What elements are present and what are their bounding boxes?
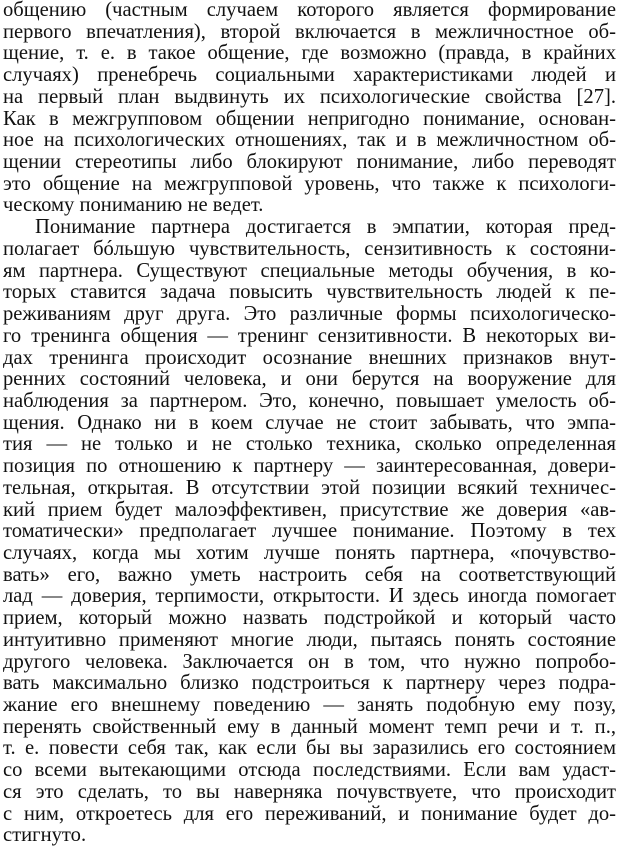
text-line: жание его внешнему поведению — занять подобную ему позу,: [3, 695, 616, 716]
paragraph: [3, 0, 616, 217]
text-line: реживаниям друг друга. Это различные формы психологическо-: [3, 304, 616, 326]
text-line: дах тренинга происходит осознание внешних признаков внут-: [3, 347, 616, 369]
text-line: томатически» предполагает лучшее понимание. Поэтому в тех: [3, 521, 616, 543]
text-line: щении стереотипы либо блокируют понимание, либо переводят: [3, 152, 616, 174]
text-line: с ним, откроетесь для его переживаний, и понимание будет до-: [3, 803, 616, 825]
text-line: позиция по отношению к партнеру — заинтересованная, довери-: [3, 456, 616, 478]
text-line: ям партнера. Существуют специальные методы обучения, в ко-: [3, 260, 616, 282]
text-line: ся это сделать, то вы наверняка почувствуете, что происходит: [3, 781, 616, 803]
text-line: вать» его, важно уметь настроить себя на соответствующий: [3, 564, 616, 586]
text-line: Как в межгрупповом общении непригодно понимание, основан-: [3, 108, 616, 130]
text-line: тельная, открытая. В отсутствии этой позиции всякий техничес-: [3, 477, 616, 499]
text-line: другого человека. Заключается он в том, что нужно попробо-: [3, 651, 616, 673]
text-line: ческому пониманию не ведет.: [3, 195, 264, 217]
text-line: щение, т. е. в такое общение, где возможно (правда, в крайних: [3, 43, 616, 65]
text-line: лад — доверия, терпимости, открытости. И здесь иногда помогает: [3, 586, 616, 608]
text-line: щения. Однако ни в коем случае не стоит забывать, что эмпа-: [3, 412, 616, 434]
text-line: торых ставится задача повысить чувствительность людей к пе-: [3, 282, 616, 304]
body-text: [3, 0, 616, 847]
text-line: перенять свойственный ему в данный момент темп речи и т. п.,: [3, 716, 616, 738]
text-line: ное на психологических отношениях, так и в межличностном об-: [3, 130, 616, 152]
text-line: первого впечатления), второй включается в межличностное об-: [3, 21, 616, 43]
text-line: это общение на межгрупповой уровень, что также к психологи-: [3, 173, 616, 195]
text-line: общению (частным случаем которого является формирование: [3, 0, 616, 21]
text-line: случаях, когда мы хотим лучше понять партнера, «почувство-: [3, 542, 616, 564]
text-line: го тренинга общения — тренинг сензитивности. В некоторых ви-: [3, 325, 616, 347]
text-line: т. е. повести себя так, как если бы вы заразились его состоянием: [3, 738, 616, 760]
text-line: кий прием будет малоэффективен, присутствие же доверия «ав-: [3, 499, 616, 521]
text-line: ренних состояний человека, и они берутся на вооружение для: [3, 369, 616, 391]
paragraph: [3, 217, 616, 847]
text-line: интуитивно применяют многие люди, пытаясь понять состояние: [3, 629, 616, 651]
text-line: со всеми вытекающими отсюда последствиями. Если вам удаст-: [3, 760, 616, 782]
text-line: наблюдения за партнером. Это, конечно, повышает умелость об-: [3, 390, 616, 412]
text-line: на первый план выдвинуть их психологические свойства [27].: [3, 86, 616, 108]
text-line: прием, который можно назвать подстройкой и который часто: [3, 608, 616, 630]
text-line: стигнуто.: [3, 825, 87, 847]
text-line: случаях) пренебречь социальными характеристиками людей и: [3, 65, 616, 87]
text-line: вать максимально близко подстроиться к партнеру через подра-: [3, 673, 616, 695]
text-line: тия — не только и не столько техника, сколько определенная: [3, 434, 616, 456]
text-line: Понимание партнера достигается в эмпатии, которая пред-: [35, 217, 616, 239]
text-line: полагает бóльшую чувствительность, сензитивность к состояни-: [3, 238, 616, 260]
